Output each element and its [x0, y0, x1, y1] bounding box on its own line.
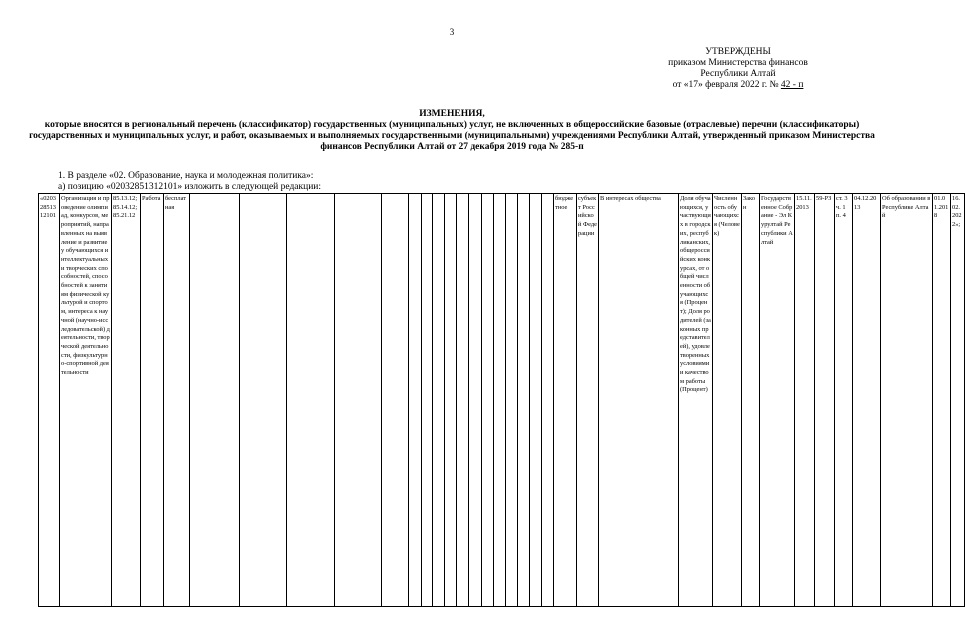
approval-date-text: от «17» февраля 2022 г. №	[672, 80, 779, 90]
cell-empty	[506, 194, 518, 607]
cell-empty	[382, 194, 409, 607]
approval-block	[640, 47, 836, 91]
cell-empty	[335, 194, 382, 607]
cell-payment: бесплатная	[164, 194, 190, 607]
cell-institution-type: бюджетное	[554, 194, 577, 607]
approval-line-date	[640, 80, 836, 91]
cell-consumers: В интересах общества	[599, 194, 679, 607]
cell-empty	[530, 194, 542, 607]
cell-empty	[190, 194, 240, 607]
cell-empty	[445, 194, 457, 607]
document-heading	[10, 109, 894, 153]
heading-title: ИЗМЕНЕНИЯ,	[419, 109, 485, 119]
cell-empty	[482, 194, 494, 607]
cell-act-clause: ст. 3 ч. 1 п. 4	[835, 194, 853, 607]
cell-quality-indicators: Доля обучающихся, участвующих в городских, республиканских, общероссийских конкурсах, от общей численности обучающихся (Процент); Доля родителей (законных представителей), удовлетворенных условиями и качеством работы (Процент)	[679, 194, 713, 607]
cell-act-type: Закон	[742, 194, 760, 607]
cell-empty	[542, 194, 554, 607]
cell-empty	[494, 194, 506, 607]
page-number: 3	[449, 27, 455, 37]
cell-service-name: Организация и проведение олимпиад, конкурсов, мероприятий, направленных на выявление и развитие у обучающихся интеллектуальных и творческих способностей, способностей к занятиям физической культурой и спортом, интереса к научной (научно-исследовательской) деятельности, творческой деятельности, физкультурно-спортивной деятельности	[60, 194, 112, 607]
cell-type: Работа	[141, 194, 164, 607]
section-instruction: 1. В разделе «02. Образование, наука и молодежная политика»:	[58, 171, 314, 181]
cell-inclusion-date: 01.01.2018	[933, 194, 951, 607]
classifier-table	[38, 193, 965, 607]
cell-act-title: Об образовании в Республике Алтай	[881, 194, 933, 607]
cell-empty	[518, 194, 530, 607]
cell-code: «02032851312101	[39, 194, 60, 607]
cell-empty	[422, 194, 433, 607]
approval-line-republic: Республики Алтай	[700, 69, 776, 79]
approval-title: УТВЕРЖДЕНЫ	[705, 47, 771, 57]
cell-empty	[287, 194, 335, 607]
cell-empty	[433, 194, 445, 607]
cell-empty	[469, 194, 482, 607]
cell-empty	[457, 194, 469, 607]
cell-empty	[409, 194, 422, 607]
cell-authority-level: субъект Российской Федерации	[577, 194, 599, 607]
approval-order-number: 42 - п	[780, 80, 804, 90]
cell-act-date: 15.11.2013	[795, 194, 815, 607]
cell-change-date: 16.02.2022»;	[951, 194, 965, 607]
approval-line-ministry: приказом Министерства финансов	[668, 58, 808, 68]
heading-body: которые вносятся в региональный перечень (классификатор) государственных (муниципальных) услуг, не включенных в общероссийские базовые (отраслевые) перечни (классификаторы) государственных и муниципальных услуг, и работ, оказываемых и выполняемых государственными (муниципальными) учреждениями Республики Алтай, утвержденный приказом Министерства финансов Республики Алтай от 27 декабря 2019 года № 285-п	[29, 120, 875, 152]
cell-volume-indicator: Численность обучающихся (Человек)	[713, 194, 742, 607]
cell-act-number: 59-РЗ	[815, 194, 835, 607]
table-row	[39, 194, 965, 607]
cell-act-issuer: Государственное Собрание - Эл Курултай Республики Алтай	[760, 194, 795, 607]
position-instruction: а) позицию «02032851312101» изложить в следующей редакции:	[58, 182, 322, 192]
cell-act-effective-date: 04.12.2013	[853, 194, 881, 607]
cell-empty	[240, 194, 287, 607]
cell-okved: 85.13.12; 85.14.12; 85.21.12	[112, 194, 141, 607]
